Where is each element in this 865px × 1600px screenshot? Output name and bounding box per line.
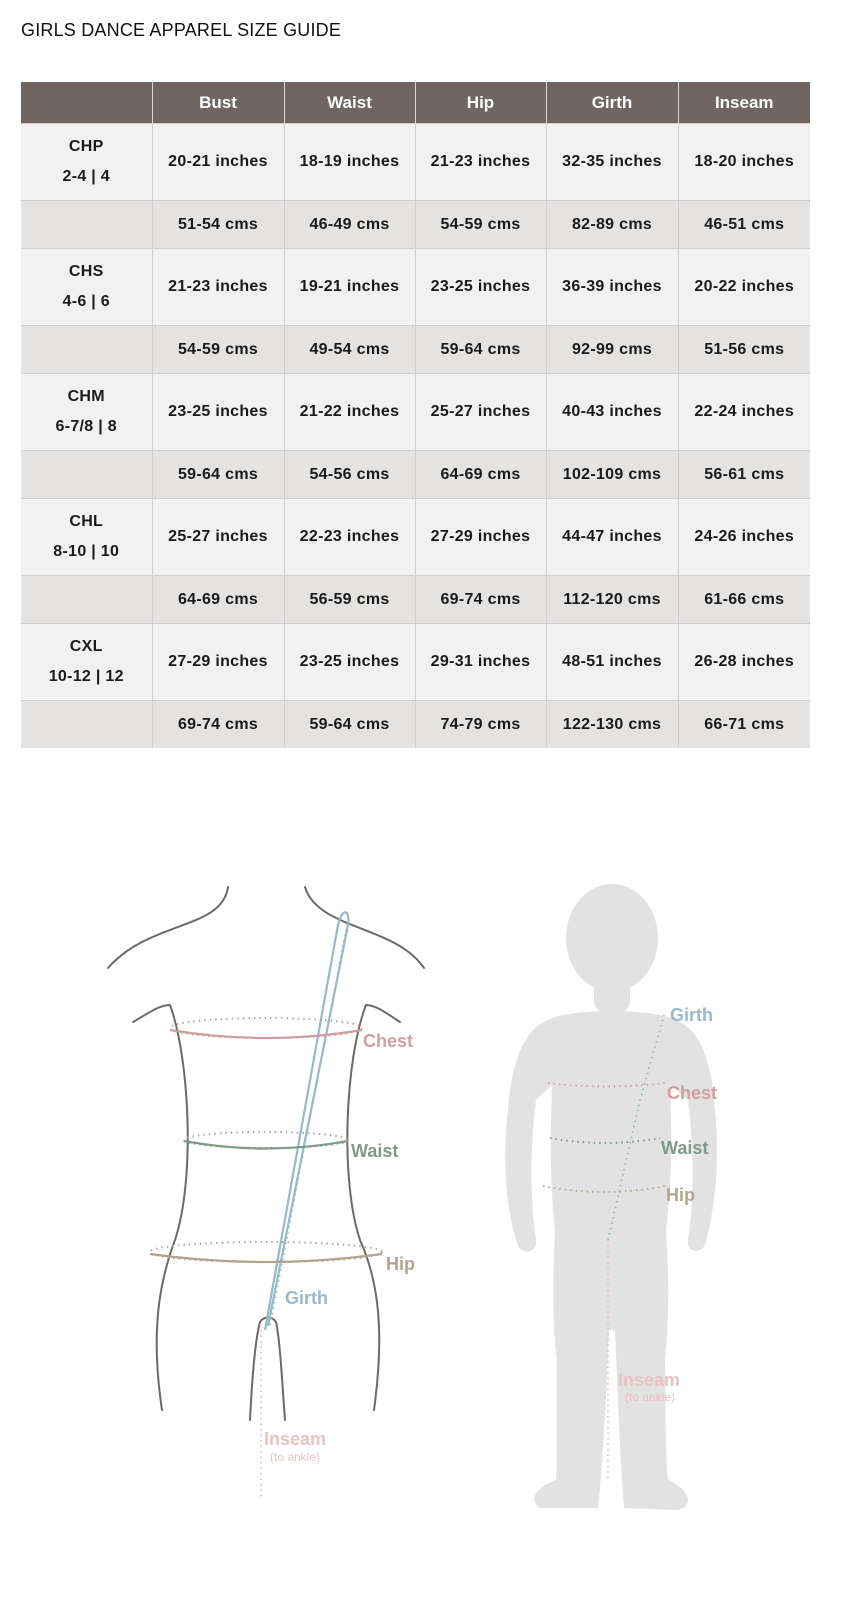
inseam-cms: 66-71 cms	[678, 701, 810, 749]
hip-inches: 25-27 inches	[415, 374, 546, 451]
size-cell	[21, 499, 152, 576]
bust-cms: 64-69 cms	[152, 576, 284, 624]
table-row-cms	[21, 326, 810, 374]
hip-cms: 59-64 cms	[415, 326, 546, 374]
size-code: CHM	[67, 388, 105, 405]
header-bust: Bust	[152, 82, 284, 124]
child-waist-label: Waist	[661, 1138, 709, 1158]
inseam-cms: 51-56 cms	[678, 326, 810, 374]
girth-line	[265, 912, 348, 1330]
table-row-inches	[21, 249, 810, 326]
hip-inches: 29-31 inches	[415, 624, 546, 701]
waist-inches: 22-23 inches	[284, 499, 415, 576]
header-size	[21, 82, 152, 124]
inseam-cms: 61-66 cms	[678, 576, 810, 624]
header-girth: Girth	[546, 82, 678, 124]
waist-cms: 56-59 cms	[284, 576, 415, 624]
girth-cms: 92-99 cms	[546, 326, 678, 374]
inseam-inches: 26-28 inches	[678, 624, 810, 701]
hip-cms: 69-74 cms	[415, 576, 546, 624]
bust-cms: 54-59 cms	[152, 326, 284, 374]
bust-cms: 69-74 cms	[152, 701, 284, 749]
waist-cms: 49-54 cms	[284, 326, 415, 374]
size-code: CXL	[69, 638, 103, 655]
hip-inches: 21-23 inches	[415, 124, 546, 201]
chest-label: Chest	[363, 1031, 414, 1051]
girth-inches: 40-43 inches	[546, 374, 678, 451]
girth-inches: 48-51 inches	[546, 624, 678, 701]
inseam-inches: 18-20 inches	[678, 124, 810, 201]
waist-cms: 46-49 cms	[284, 201, 415, 249]
hip-measure	[150, 1242, 382, 1262]
size-age: 10-12 | 12	[48, 668, 124, 685]
waist-inches: 19-21 inches	[284, 249, 415, 326]
inseam-cms: 56-61 cms	[678, 451, 810, 499]
girth-cms: 122-130 cms	[546, 701, 678, 749]
waist-cms: 59-64 cms	[284, 701, 415, 749]
size-age: 6-7/8 | 8	[55, 418, 117, 435]
hip-label: Hip	[386, 1254, 415, 1274]
bust-inches: 27-29 inches	[152, 624, 284, 701]
waist-cms: 54-56 cms	[284, 451, 415, 499]
bust-cms: 51-54 cms	[152, 201, 284, 249]
hip-inches: 27-29 inches	[415, 499, 546, 576]
size-age: 2-4 | 4	[62, 168, 110, 185]
girth-cms: 82-89 cms	[546, 201, 678, 249]
inseam-cms: 46-51 cms	[678, 201, 810, 249]
table-row-cms	[21, 201, 810, 249]
size-code: CHP	[68, 138, 104, 155]
girth-cms: 112-120 cms	[546, 576, 678, 624]
table-row-inches	[21, 374, 810, 451]
measurement-diagram	[0, 860, 865, 1600]
hip-cms: 54-59 cms	[415, 201, 546, 249]
size-cell	[21, 374, 152, 451]
header-waist: Waist	[284, 82, 415, 124]
girth-cms: 102-109 cms	[546, 451, 678, 499]
girth-label: Girth	[285, 1288, 328, 1308]
waist-measure	[184, 1132, 348, 1149]
waist-inches: 21-22 inches	[284, 374, 415, 451]
girth-inches: 36-39 inches	[546, 249, 678, 326]
child-chest-label: Chest	[667, 1083, 718, 1103]
table-row-inches	[21, 624, 810, 701]
table-row-inches	[21, 499, 810, 576]
inseam-note: (to ankle)	[270, 1450, 321, 1464]
hip-cms: 64-69 cms	[415, 451, 546, 499]
inseam-inches: 22-24 inches	[678, 374, 810, 451]
inseam-label: Inseam	[264, 1429, 327, 1449]
size-code: CHS	[68, 263, 104, 280]
table-row-cms	[21, 701, 810, 749]
bust-inches: 25-27 inches	[152, 499, 284, 576]
hip-cms: 74-79 cms	[415, 701, 546, 749]
header-inseam: Inseam	[678, 82, 810, 124]
page-title: GIRLS DANCE APPAREL SIZE GUIDE	[21, 20, 342, 40]
bust-inches: 23-25 inches	[152, 374, 284, 451]
hip-inches: 23-25 inches	[415, 249, 546, 326]
table-row-inches	[21, 124, 810, 201]
bust-inches: 20-21 inches	[152, 124, 284, 201]
inseam-inches: 24-26 inches	[678, 499, 810, 576]
size-cell	[21, 249, 152, 326]
table-row-cms	[21, 576, 810, 624]
inseam-inches: 20-22 inches	[678, 249, 810, 326]
child-inseam-note: (to ankle)	[625, 1390, 676, 1404]
table-header-row	[21, 82, 810, 124]
size-age: 8-10 | 10	[53, 543, 120, 560]
header-hip: Hip	[415, 82, 546, 124]
girth-inches: 32-35 inches	[546, 124, 678, 201]
bust-inches: 21-23 inches	[152, 249, 284, 326]
chest-measure	[170, 1018, 362, 1038]
waist-inches: 18-19 inches	[284, 124, 415, 201]
child-inseam-label: Inseam	[618, 1370, 681, 1390]
bust-cms: 59-64 cms	[152, 451, 284, 499]
size-age: 4-6 | 6	[62, 293, 110, 310]
waist-inches: 23-25 inches	[284, 624, 415, 701]
size-code: CHL	[69, 513, 104, 530]
size-cell	[21, 624, 152, 701]
table-row-cms	[21, 451, 810, 499]
child-hip-label: Hip	[666, 1185, 695, 1205]
size-table	[21, 82, 810, 748]
waist-label: Waist	[351, 1141, 399, 1161]
child-girth-label: Girth	[670, 1005, 713, 1025]
size-cell	[21, 124, 152, 201]
girth-inches: 44-47 inches	[546, 499, 678, 576]
